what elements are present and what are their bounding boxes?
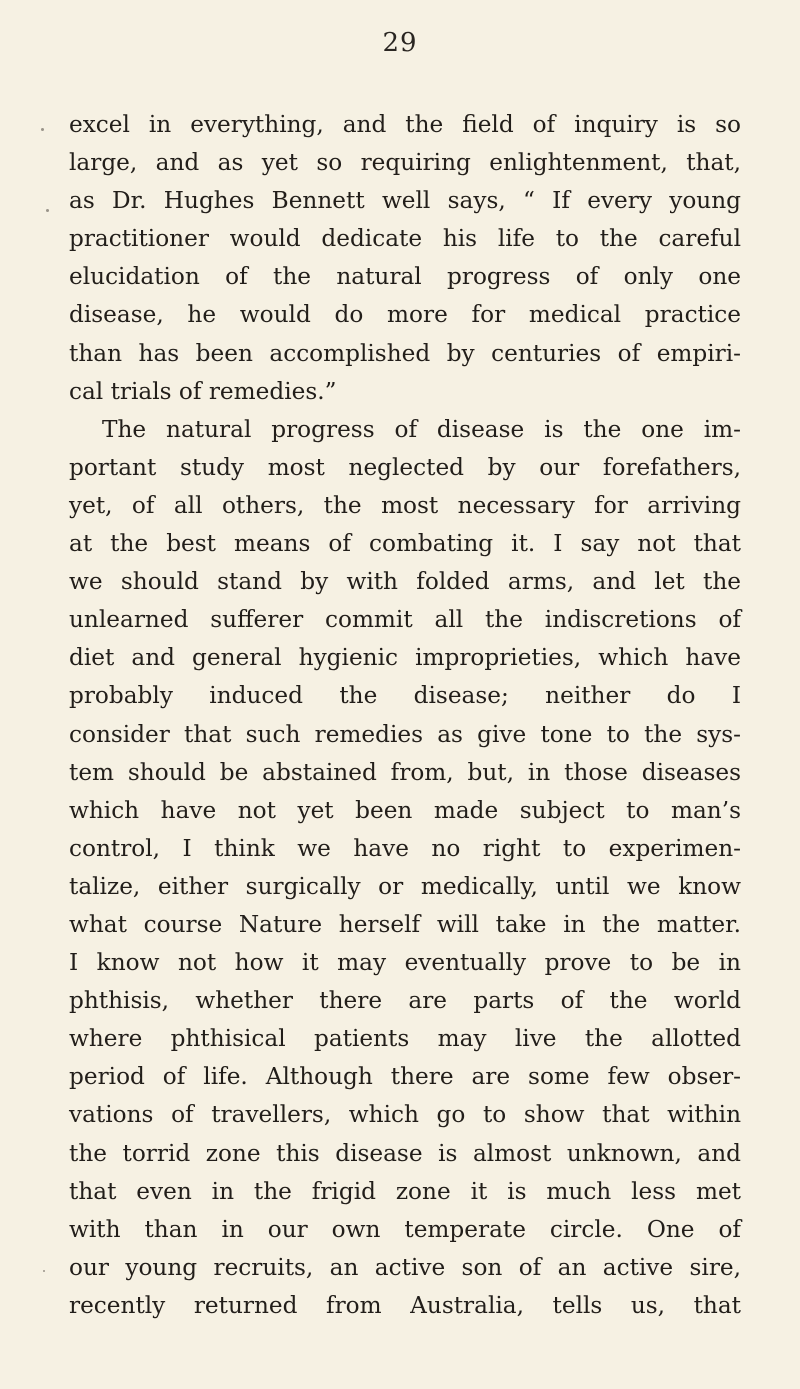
text-line: the torrid zone this disease is almost unknown, and [69, 1139, 741, 1167]
text-line: period of life. Although there are some few obser- [69, 1063, 741, 1091]
text-line: our young recruits, an active son of an active sire, [69, 1253, 741, 1281]
text-line: probably induced the disease; neither do I [69, 682, 741, 710]
text-line: practitioner would dedicate his life to the careful [69, 225, 741, 253]
text-line: portant study most neglected by our forefathers, [69, 453, 741, 481]
text-line: diet and general hygienic improprieties, which have [69, 644, 741, 672]
text-line: large, and as yet so requiring enlightenment, that, [69, 149, 741, 177]
text-line: where phthisical patients may live the allotted [69, 1025, 741, 1053]
text-line: recently returned from Australia, tells us, that [69, 1291, 741, 1319]
text-line: we should stand by with folded arms, and let the [69, 568, 741, 596]
paper-speck [41, 128, 44, 131]
paragraph-last-line: cal trials of remedies.” [69, 377, 337, 405]
text-line: as Dr. Hughes Bennett well says, “ If every young [69, 187, 741, 215]
paragraph-first-line: The natural progress of disease is the one im- [102, 415, 741, 443]
text-line: talize, either surgically or medically, until we know [69, 872, 741, 900]
text-line: excel in everything, and the field of inquiry is so [69, 111, 741, 138]
text-line: than has been accomplished by centuries of empiri- [69, 339, 741, 367]
text-line: what course Nature herself will take in the matter. [69, 910, 741, 938]
text-line: which have not yet been made subject to man’s [69, 796, 741, 824]
text-line: consider that such remedies as give tone to the sys- [69, 720, 741, 748]
text-line: elucidation of the natural progress of only one [69, 263, 741, 291]
page-number: 29 [382, 28, 418, 58]
text-line: phthisis, whether there are parts of the world [69, 987, 741, 1015]
paper-speck [43, 1270, 45, 1272]
text-line: disease, he would do more for medical practice [69, 301, 741, 329]
paper-speck [46, 209, 49, 212]
text-line: unlearned sufferer commit all the indiscretions of [69, 606, 741, 634]
text-line: yet, of all others, the most necessary for arriving [69, 491, 741, 519]
body-text [69, 106, 741, 1325]
text-line: at the best means of combating it. I say not that [69, 530, 741, 558]
text-line: control, I think we have no right to experimen- [69, 834, 741, 862]
text-line: that even in the frigid zone it is much less met [69, 1177, 741, 1205]
text-line: vations of travellers, which go to show that within [69, 1101, 741, 1129]
text-line: tem should be abstained from, but, in those diseases [69, 758, 741, 786]
text-line: I know not how it may eventually prove to be in [69, 949, 741, 977]
text-line: with than in our own temperate circle. One of [69, 1215, 741, 1243]
